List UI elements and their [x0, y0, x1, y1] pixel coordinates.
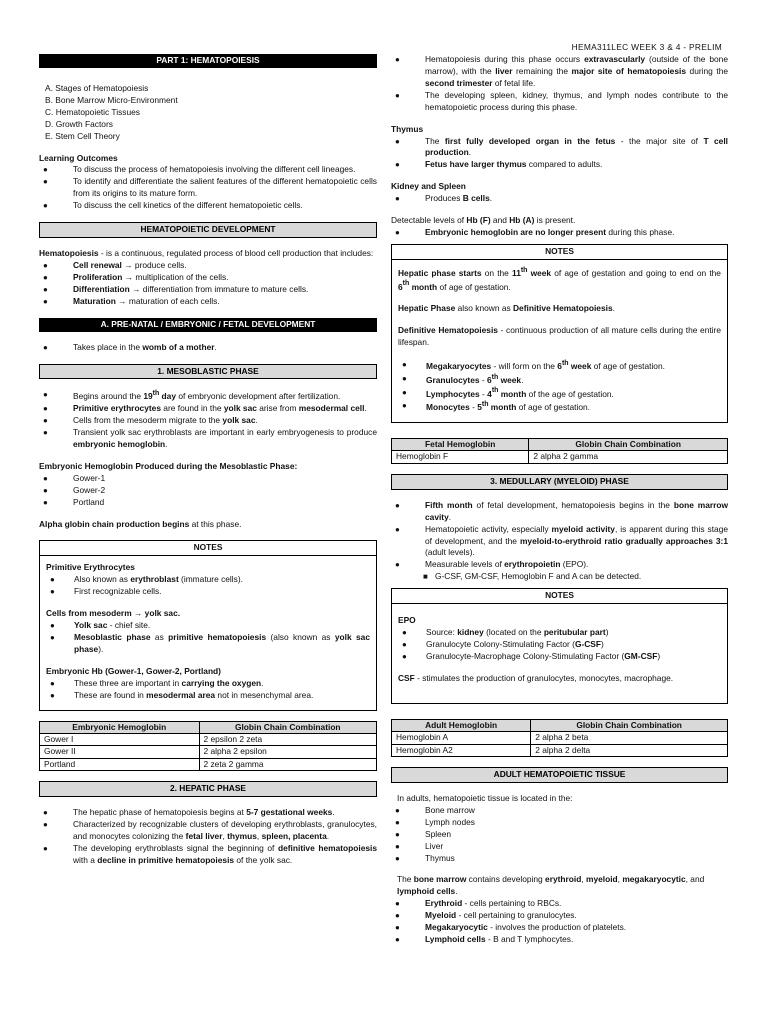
table-header: Adult Hemoglobin [392, 719, 531, 731]
list-item: ● Hematopoiesis during this phase occurs extravascularly (outside of the bone marrow), with the liver remaining the major site of hematopoiesis during the second trimester of fetal life. [391, 54, 728, 90]
list-item: ● Megakaryocytic - involves the production of platelets. [391, 922, 728, 934]
list-item: ● Mesoblastic phase as primitive hematopoiesis (also known as yolk sac phase). [46, 632, 370, 656]
table-cell: 2 epsilon 2 zeta [199, 734, 377, 746]
list-item: ● The developing erythroblasts signal the beginning of definitive hematopoiesis with a decline in primitive hematopoiesis of the yolk sac. [39, 843, 377, 867]
detect-list [391, 227, 728, 239]
notes-list [398, 359, 721, 414]
list-item: ● Granulocyte-Macrophage Colony-Stimulating Factor (GM-CSF) [398, 651, 721, 663]
list-item: ● Maturation → maturation of each cells. [39, 296, 377, 308]
list-item: ● Cells from the mesoderm migrate to the yolk sac. [39, 415, 377, 427]
list-item: ● Fetus have larger thymus compared to adults. [391, 159, 728, 171]
topic-item: B. Bone Marrow Micro-Environment [45, 94, 178, 105]
notes-subtitle: EPO [398, 615, 416, 626]
list-item: ● The developing spleen, kidney, thymus, and lymph nodes contribute to the hematopoietic process during this phase. [391, 90, 728, 114]
notes-box-medullary [391, 588, 728, 704]
list-item: ● Thymus [391, 853, 728, 865]
list-item: ● Gower-1 [39, 473, 377, 485]
notes-box-mesoblastic [39, 540, 377, 710]
list-item: ● Source: kidney (located on the peritubular part) [398, 627, 721, 639]
table-cell: Gower I [40, 734, 200, 746]
section-title-development: HEMATOPOIETIC DEVELOPMENT [39, 222, 377, 238]
fetal-hemoglobin-table [391, 438, 728, 464]
table-header: Globin Chain Combination [199, 721, 377, 733]
list-item: ● To identify and differentiate the salient features of the different hematopoietic cells from its origins to its mature form. [39, 176, 377, 200]
adult-intro: In adults, hematopoietic tissue is located in the: [397, 792, 573, 803]
list-item: ■ G-CSF, GM-CSF, Hemoglobin F and A can be detected. [391, 571, 728, 583]
list-item: ● Granulocytes - 6th week. [398, 373, 721, 387]
emb-hb-title: Embryonic Hemoglobin Produced during the Mesoblastic Phase: [39, 460, 298, 471]
list-item: ● Characterized by recognizable clusters of developing erythroblasts, granulocytes, and monocytes colonizing the fetal liver, thymus, spleen, placenta. [39, 819, 377, 843]
list-item: ● Measurable levels of erythropoietin (EPO). [391, 559, 728, 571]
table-cell: Hemoglobin A [392, 732, 531, 744]
topic-item: A. Stages of Hematopoiesis [45, 82, 149, 93]
adult-hemoglobin-table [391, 719, 728, 757]
list-item: ● Bone marrow [391, 805, 728, 817]
list-item: ● Myeloid - cell pertaining to granulocytes. [391, 910, 728, 922]
notes-text: Hepatic Phase also known as Definitive Hematopoiesis. [398, 303, 615, 314]
embryonic-hemoglobin-table [39, 721, 377, 772]
table-row [392, 732, 728, 744]
section-title-medullary: 3. MEDULLARY (MYELOID) PHASE [391, 474, 728, 490]
page-header: HEMA311LEC WEEK 3 & 4 - PRELIM [571, 42, 722, 52]
part-title: PART 1: HEMATOPOIESIS [39, 54, 377, 68]
alpha-line: Alpha globin chain production begins at this phase. [39, 518, 242, 529]
section-title-adult: ADULT HEMATOPOIETIC TISSUE [391, 767, 728, 783]
list-item: ● Lymphoid cells - B and T lymphocytes. [391, 934, 728, 946]
notes-list [398, 627, 721, 663]
thymus-list [391, 136, 728, 172]
bone-marrow-list [391, 898, 728, 946]
notes-text: Hepatic phase starts on the 11th week of age of gestation and going to end on the 6th month of age of gestation. [398, 266, 721, 292]
list-item: ● Fifth month of fetal development, hematopoiesis begins in the bone marrow cavity. [391, 500, 728, 524]
notes-list [46, 620, 370, 656]
emb-hb-list [39, 473, 377, 509]
table-cell: Portland [40, 758, 200, 770]
list-item: ● Takes place in the womb of a mother. [39, 342, 377, 354]
table-header: Globin Chain Combination [531, 719, 728, 731]
list-item: ● Erythroid - cells pertaining to RBCs. [391, 898, 728, 910]
list-item: ● Proliferation → multiplication of the cells. [39, 272, 377, 284]
list-item: ● The hepatic phase of hematopoiesis begins at 5-7 gestational weeks. [39, 807, 377, 819]
table-cell: 2 zeta 2 gamma [199, 758, 377, 770]
topics-list [39, 83, 377, 143]
list-item: ● Monocytes - 5th month of age of gestation. [398, 400, 721, 414]
notes-subtitle: Primitive Erythrocytes [46, 562, 135, 573]
right-column [391, 54, 728, 946]
notes-list [46, 574, 370, 598]
notes-title: NOTES [40, 541, 376, 556]
table-row [392, 744, 728, 756]
list-item: ● First recognizable cells. [46, 586, 370, 598]
list-item: ● Produces B cells. [391, 193, 728, 205]
table-header: Embryonic Hemoglobin [40, 721, 200, 733]
list-item: ● Primitive erythrocytes are found in the yolk sac arise from mesodermal cell. [39, 403, 377, 415]
list-item: ● To discuss the process of hematopoiesis involving the different cell lineages. [39, 164, 377, 176]
table-cell: 2 alpha 2 beta [531, 732, 728, 744]
list-item: ● Also known as erythroblast (immature cells). [46, 574, 370, 586]
table-header: Globin Chain Combination [529, 438, 728, 450]
detect-line: Detectable levels of Hb (F) and Hb (A) is present. [391, 215, 576, 226]
list-item: ● Cell renewal → produce cells. [39, 260, 377, 272]
list-item: ● Lymph nodes [391, 817, 728, 829]
hepatic-list-continued [391, 54, 728, 114]
list-item: ● These are found in mesodermal area not in mesenchymal area. [46, 690, 370, 702]
process-list [39, 260, 377, 308]
list-item: ● The first fully developed organ in the fetus - the major site of T cell production. [391, 136, 728, 160]
left-column [39, 54, 377, 867]
adult-sites-list [391, 805, 728, 865]
definition: Hematopoiesis - is a continuous, regulated process of blood cell production that includes: [39, 248, 374, 259]
notes-subtitle: Embryonic Hb (Gower-1, Gower-2, Portland) [46, 665, 221, 676]
notes-title: NOTES [392, 245, 727, 260]
list-item: ● Embryonic hemoglobin are no longer present during this phase. [391, 227, 728, 239]
list-item: ● Portland [39, 497, 377, 509]
table-cell: Hemoglobin A2 [392, 744, 531, 756]
medullary-list [391, 500, 728, 583]
table-header: Fetal Hemoglobin [392, 438, 529, 450]
kidney-list [391, 193, 728, 205]
bone-marrow-line: The bone marrow contains developing erythroid, myeloid, megakaryocytic, and lymphoid cells. [397, 874, 705, 897]
table-row [40, 734, 377, 746]
list-item: ● To discuss the cell kinetics of the different hematopoietic cells. [39, 200, 377, 212]
list-item: ● Begins around the 19th day of embryonic development after fertilization. [39, 389, 377, 403]
table-cell: 2 alpha 2 gamma [529, 451, 728, 463]
list-item: ● Lymphocytes - 4th month of the age of gestation. [398, 387, 721, 401]
list-item: ● Hematopoietic activity, especially myeloid activity, is apparent during this stage of development, and the myeloid-to-erythroid ratio gradually approaches 3:1 (adult levels). [391, 524, 728, 560]
prenatal-list [39, 342, 377, 354]
list-item: ● Megakaryocytes - will form on the 6th week of age of gestation. [398, 359, 721, 373]
list-item: ● Transient yolk sac erythroblasts are important in early embryogenesis to produce embryonic hemoglobin. [39, 427, 377, 451]
list-item: ● Differentiation → differentiation from immature to mature cells. [39, 284, 377, 296]
notes-text: Definitive Hematopoiesis - continuous production of all mature cells during the entire lifespan. [398, 325, 721, 348]
notes-title: NOTES [392, 589, 727, 604]
section-title-prenatal: A. PRE-NATAL / EMBRYONIC / FETAL DEVELOPMENT [39, 318, 377, 332]
outcomes-list [39, 164, 377, 212]
thymus-title: Thymus [391, 123, 424, 134]
topic-item: E. Stem Cell Theory [45, 130, 120, 141]
topic-item: C. Hematopoietic Tissues [45, 106, 140, 117]
list-item: ● Granulocyte Colony-Stimulating Factor (G-CSF) [398, 639, 721, 651]
list-item: ● Spleen [391, 829, 728, 841]
table-row [40, 758, 377, 770]
table-row [392, 451, 728, 463]
notes-box-hepatic [391, 244, 728, 423]
notes-list [46, 678, 370, 702]
list-item: ● Gower-2 [39, 485, 377, 497]
notes-subtitle: Cells from mesoderm → yolk sac. [46, 608, 181, 619]
outcomes-title: Learning Outcomes [39, 152, 118, 163]
list-item: ● These three are important in carrying the oxygen. [46, 678, 370, 690]
mesoblastic-list [39, 389, 377, 450]
section-title-hepatic: 2. HEPATIC PHASE [39, 781, 377, 797]
kidney-title: Kidney and Spleen [391, 181, 466, 192]
table-cell: Hemoglobin F [392, 451, 529, 463]
list-item: ● Yolk sac - chief site. [46, 620, 370, 632]
notes-text: CSF - stimulates the production of granulocytes, monocytes, macrophage. [398, 672, 674, 683]
list-item: ● Liver [391, 841, 728, 853]
table-row [40, 746, 377, 758]
table-cell: Gower II [40, 746, 200, 758]
topic-item: D. Growth Factors [45, 118, 113, 129]
table-cell: 2 alpha 2 epsilon [199, 746, 377, 758]
section-title-mesoblastic: 1. MESOBLASTIC PHASE [39, 364, 377, 380]
table-cell: 2 alpha 2 delta [531, 744, 728, 756]
hepatic-list [39, 807, 377, 867]
